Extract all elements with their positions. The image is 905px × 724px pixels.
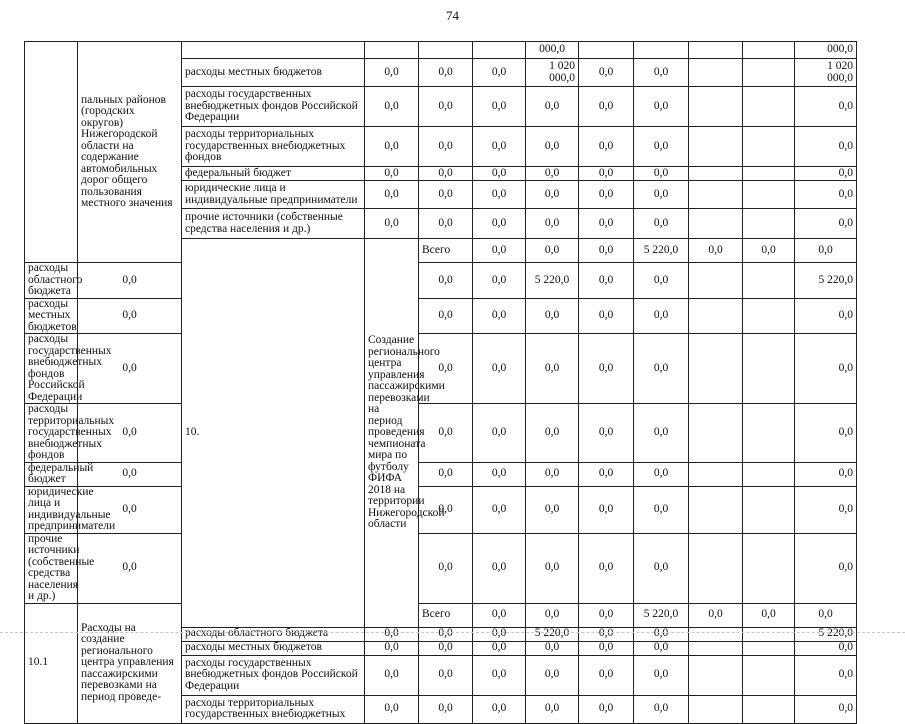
- amount-cell: 0,0: [419, 167, 473, 181]
- amount-cell: 0,0: [579, 486, 634, 533]
- amount-cell: 0,0: [634, 263, 689, 299]
- amount-cell: [689, 87, 743, 127]
- amount-cell: 0,0: [795, 603, 857, 627]
- funding-source-cell: расходы местных бюджетов: [182, 59, 365, 87]
- amount-cell: [579, 42, 634, 59]
- amount-cell: 0,0: [579, 533, 634, 603]
- funding-source-cell: Всего: [419, 603, 473, 627]
- table-row: [25, 298, 857, 334]
- funding-source-cell: расходы областного бюджета: [182, 627, 365, 641]
- amount-cell: 0,0: [473, 87, 526, 127]
- funding-source-cell: расходы территориальных государственных внебюджетных фондов: [25, 404, 78, 463]
- amount-cell: 1 020 000,0: [526, 59, 579, 87]
- amount-cell: 0,0: [365, 695, 419, 723]
- amount-cell: 0,0: [634, 209, 689, 239]
- table-row: [25, 404, 857, 463]
- amount-cell: 0,0: [365, 641, 419, 655]
- amount-cell: 0,0: [634, 695, 689, 723]
- amount-cell: 0,0: [473, 59, 526, 87]
- amount-cell: 0,0: [634, 641, 689, 655]
- amount-cell: [689, 627, 743, 641]
- table-body: [25, 42, 857, 724]
- amount-cell: 0,0: [579, 87, 634, 127]
- amount-cell: 0,0: [634, 59, 689, 87]
- amount-cell: 0,0: [419, 641, 473, 655]
- amount-cell: [743, 127, 795, 167]
- amount-cell: 0,0: [526, 486, 579, 533]
- funding-source-cell: расходы государственных внебюджетных фондов Российской Федерации: [182, 87, 365, 127]
- amount-cell: 0,0: [365, 181, 419, 209]
- funding-source-cell: юридические лица и индивидуальные предприниматели: [182, 181, 365, 209]
- amount-cell: 0,0: [579, 603, 634, 627]
- amount-cell: 0,0: [634, 181, 689, 209]
- amount-cell: 0,0: [419, 181, 473, 209]
- amount-cell: 0,0: [419, 59, 473, 87]
- amount-cell: 0,0: [634, 655, 689, 695]
- amount-cell: 0,0: [526, 695, 579, 723]
- item-number-cell: [25, 42, 78, 263]
- amount-cell: 0,0: [78, 486, 182, 533]
- amount-cell: 0,0: [526, 209, 579, 239]
- amount-cell: 1 020 000,0: [795, 59, 857, 87]
- amount-cell: 0,0: [795, 181, 857, 209]
- amount-cell: 0,0: [419, 486, 473, 533]
- amount-cell: 0,0: [526, 239, 579, 263]
- amount-cell: 0,0: [634, 533, 689, 603]
- funding-source-cell: расходы местных бюджетов: [25, 298, 78, 334]
- amount-cell: 0,0: [689, 239, 743, 263]
- amount-cell: 0,0: [634, 334, 689, 404]
- amount-cell: 0,0: [795, 533, 857, 603]
- amount-cell: 0,0: [78, 263, 182, 299]
- amount-cell: 0,0: [419, 655, 473, 695]
- amount-cell: 0,0: [419, 462, 473, 486]
- amount-cell: 0,0: [795, 127, 857, 167]
- amount-cell: [419, 42, 473, 59]
- amount-cell: 0,0: [526, 603, 579, 627]
- amount-cell: 0,0: [795, 404, 857, 463]
- funding-source-cell: расходы областного бюджета: [25, 263, 78, 299]
- amount-cell: 0,0: [419, 533, 473, 603]
- amount-cell: 5 220,0: [795, 627, 857, 641]
- amount-cell: 0,0: [634, 486, 689, 533]
- funding-source-cell: прочие источники (собственные средства населения и др.): [182, 209, 365, 239]
- amount-cell: 0,0: [634, 404, 689, 463]
- amount-cell: [743, 167, 795, 181]
- table-row: [25, 486, 857, 533]
- amount-cell: 0,0: [473, 298, 526, 334]
- item-name-cell: Расходы на создание регионального центра управления пассажирскими перевозками на период проведе-: [78, 603, 182, 723]
- item-name-cell: Создание регионального центра управления пассажирскими перевозками на период проведения чемпионата мира по футболу ФИФА 2018 на территории Нижегородской области: [365, 239, 419, 628]
- amount-cell: [743, 641, 795, 655]
- amount-cell: 0,0: [473, 533, 526, 603]
- amount-cell: 0,0: [473, 127, 526, 167]
- amount-cell: 0,0: [365, 209, 419, 239]
- amount-cell: [689, 695, 743, 723]
- amount-cell: 5 220,0: [634, 603, 689, 627]
- amount-cell: 0,0: [473, 404, 526, 463]
- amount-cell: 0,0: [473, 209, 526, 239]
- amount-cell: 0,0: [526, 404, 579, 463]
- amount-cell: 0,0: [579, 167, 634, 181]
- amount-cell: [689, 655, 743, 695]
- amount-cell: 0,0: [78, 298, 182, 334]
- amount-cell: 0,0: [743, 239, 795, 263]
- amount-cell: [689, 209, 743, 239]
- amount-cell: [743, 59, 795, 87]
- amount-cell: 0,0: [634, 298, 689, 334]
- amount-cell: [743, 655, 795, 695]
- amount-cell: 0,0: [579, 462, 634, 486]
- amount-cell: 0,0: [526, 334, 579, 404]
- table-row: [25, 603, 857, 627]
- table-row: [25, 263, 857, 299]
- budget-table: [24, 41, 857, 724]
- amount-cell: 0,0: [795, 695, 857, 723]
- amount-cell: 0,0: [579, 298, 634, 334]
- amount-cell: 0,0: [473, 486, 526, 533]
- table-row: [25, 462, 857, 486]
- amount-cell: 0,0: [579, 127, 634, 167]
- page-edge-divider: [0, 632, 905, 633]
- amount-cell: 5 220,0: [526, 627, 579, 641]
- amount-cell: 0,0: [473, 181, 526, 209]
- amount-cell: 0,0: [579, 263, 634, 299]
- amount-cell: [689, 404, 743, 463]
- amount-cell: 0,0: [526, 462, 579, 486]
- amount-cell: [689, 59, 743, 87]
- amount-cell: 0,0: [365, 87, 419, 127]
- amount-cell: 0,0: [743, 603, 795, 627]
- amount-cell: 0,0: [634, 627, 689, 641]
- funding-source-cell: расходы государственных внебюджетных фондов Российской Федерации: [25, 334, 78, 404]
- amount-cell: 0,0: [526, 87, 579, 127]
- funding-source-cell: расходы территориальных государственных внебюджетных: [182, 695, 365, 723]
- amount-cell: 0,0: [473, 655, 526, 695]
- funding-source-cell: прочие источники (собственные средства населения и др.): [25, 533, 78, 603]
- amount-cell: 0,0: [473, 167, 526, 181]
- amount-cell: 0,0: [419, 404, 473, 463]
- amount-cell: [743, 209, 795, 239]
- amount-cell: 0,0: [365, 167, 419, 181]
- funding-source-cell: федеральный бюджет: [182, 167, 365, 181]
- amount-cell: 0,0: [365, 627, 419, 641]
- amount-cell: [689, 298, 743, 334]
- amount-cell: 0,0: [78, 533, 182, 603]
- amount-cell: 0,0: [419, 87, 473, 127]
- amount-cell: 0,0: [795, 239, 857, 263]
- amount-cell: 0,0: [473, 462, 526, 486]
- amount-cell: 0,0: [579, 239, 634, 263]
- amount-cell: [743, 462, 795, 486]
- page-number: 74: [446, 8, 459, 23]
- table-row: [25, 42, 857, 59]
- funding-source-cell: расходы местных бюджетов: [182, 641, 365, 655]
- amount-cell: 0,0: [795, 334, 857, 404]
- item-name-cell: пальных районов (городских округов) Нижегородской области на содержание автомобильных дорог общего пользования местного значения: [78, 42, 182, 263]
- amount-cell: 0,0: [579, 695, 634, 723]
- amount-cell: [473, 42, 526, 59]
- amount-cell: [689, 181, 743, 209]
- amount-cell: 0,0: [579, 627, 634, 641]
- amount-cell: 0,0: [365, 655, 419, 695]
- funding-source-cell: расходы государственных внебюджетных фондов Российской Федерации: [182, 655, 365, 695]
- item-number-cell: 10.: [182, 239, 365, 628]
- amount-cell: [689, 334, 743, 404]
- amount-cell: 5 220,0: [634, 239, 689, 263]
- amount-cell: 0,0: [526, 655, 579, 695]
- amount-cell: 0,0: [579, 334, 634, 404]
- amount-cell: 0,0: [526, 533, 579, 603]
- amount-cell: [743, 263, 795, 299]
- amount-cell: [743, 298, 795, 334]
- amount-cell: 0,0: [473, 239, 526, 263]
- amount-cell: 0,0: [78, 404, 182, 463]
- table-row: [25, 334, 857, 404]
- amount-cell: [743, 404, 795, 463]
- amount-cell: 0,0: [579, 641, 634, 655]
- amount-cell: [743, 627, 795, 641]
- amount-cell: 0,0: [473, 603, 526, 627]
- amount-cell: 0,0: [365, 127, 419, 167]
- amount-cell: 0,0: [526, 298, 579, 334]
- amount-cell: 0,0: [419, 263, 473, 299]
- amount-cell: 0,0: [526, 181, 579, 209]
- amount-cell: [365, 42, 419, 59]
- amount-cell: 0,0: [795, 209, 857, 239]
- amount-cell: 0,0: [579, 181, 634, 209]
- amount-cell: 0,0: [795, 655, 857, 695]
- amount-cell: [689, 167, 743, 181]
- amount-cell: 0,0: [795, 486, 857, 533]
- funding-source-cell: Всего: [419, 239, 473, 263]
- amount-cell: [743, 486, 795, 533]
- amount-cell: 0,0: [526, 127, 579, 167]
- amount-cell: 000,0: [526, 42, 579, 59]
- amount-cell: 0,0: [634, 127, 689, 167]
- amount-cell: 0,0: [579, 209, 634, 239]
- table-row: [25, 533, 857, 603]
- funding-source-cell: [182, 42, 365, 59]
- item-number-cell: 10.1: [25, 603, 78, 723]
- amount-cell: 0,0: [473, 641, 526, 655]
- amount-cell: 0,0: [473, 263, 526, 299]
- funding-source-cell: федеральный бюджет: [25, 462, 78, 486]
- amount-cell: 0,0: [526, 167, 579, 181]
- amount-cell: [743, 87, 795, 127]
- amount-cell: 5 220,0: [526, 263, 579, 299]
- amount-cell: [689, 486, 743, 533]
- amount-cell: 0,0: [795, 298, 857, 334]
- amount-cell: 0,0: [634, 87, 689, 127]
- amount-cell: 0,0: [419, 298, 473, 334]
- amount-cell: 0,0: [579, 404, 634, 463]
- funding-source-cell: юридические лица и индивидуальные предприниматели: [25, 486, 78, 533]
- amount-cell: 0,0: [419, 209, 473, 239]
- amount-cell: 0,0: [526, 641, 579, 655]
- amount-cell: [743, 181, 795, 209]
- amount-cell: 0,0: [419, 127, 473, 167]
- amount-cell: 0,0: [78, 462, 182, 486]
- amount-cell: [743, 533, 795, 603]
- amount-cell: 0,0: [419, 695, 473, 723]
- amount-cell: [743, 334, 795, 404]
- amount-cell: 000,0: [795, 42, 857, 59]
- funding-source-cell: расходы территориальных государственных внебюджетных фондов: [182, 127, 365, 167]
- amount-cell: [743, 695, 795, 723]
- amount-cell: 0,0: [795, 167, 857, 181]
- amount-cell: 0,0: [78, 334, 182, 404]
- amount-cell: 0,0: [795, 641, 857, 655]
- amount-cell: [689, 42, 743, 59]
- amount-cell: 0,0: [419, 627, 473, 641]
- amount-cell: 0,0: [579, 655, 634, 695]
- amount-cell: [634, 42, 689, 59]
- amount-cell: [689, 263, 743, 299]
- amount-cell: 0,0: [365, 59, 419, 87]
- amount-cell: 0,0: [795, 462, 857, 486]
- amount-cell: 0,0: [634, 167, 689, 181]
- amount-cell: [689, 462, 743, 486]
- amount-cell: [689, 127, 743, 167]
- amount-cell: 0,0: [579, 59, 634, 87]
- amount-cell: 5 220,0: [795, 263, 857, 299]
- amount-cell: [743, 42, 795, 59]
- amount-cell: 0,0: [473, 334, 526, 404]
- amount-cell: 0,0: [473, 627, 526, 641]
- amount-cell: [689, 533, 743, 603]
- amount-cell: 0,0: [473, 695, 526, 723]
- amount-cell: [689, 641, 743, 655]
- amount-cell: 0,0: [689, 603, 743, 627]
- amount-cell: 0,0: [795, 87, 857, 127]
- amount-cell: 0,0: [419, 334, 473, 404]
- amount-cell: 0,0: [634, 462, 689, 486]
